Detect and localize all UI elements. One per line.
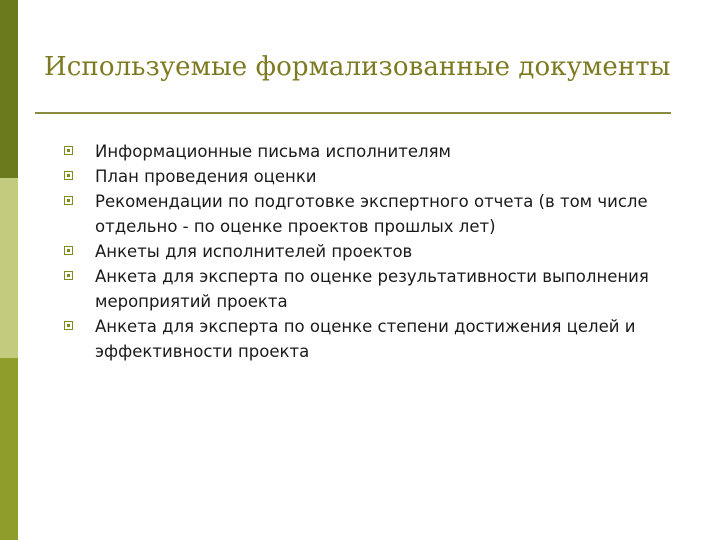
bullet-text: План проведения оценки	[95, 167, 317, 186]
bullet-item	[64, 264, 664, 314]
left-bar-segment-middle	[0, 178, 18, 358]
bullet-item	[64, 189, 664, 239]
bullet-text: Рекомендации по подготовке экспертного отчета (в том числе отдельно - по оценке проектов прошлых лет)	[95, 192, 648, 236]
bullet-item	[64, 239, 664, 264]
left-bar-segment-top	[0, 0, 18, 178]
square-bullet-icon	[64, 246, 73, 255]
square-bullet-icon	[64, 321, 73, 330]
bullet-text: Анкета для эксперта по оценке результативности выполнения мероприятий проекта	[95, 267, 649, 311]
left-decorative-bar	[0, 0, 18, 540]
bullet-text: Анкета для эксперта по оценке степени достижения целей и эффективности проекта	[95, 317, 636, 361]
square-bullet-icon	[64, 196, 73, 205]
left-bar-segment-bottom	[0, 358, 18, 540]
bullet-item	[64, 139, 664, 164]
square-bullet-icon	[64, 146, 73, 155]
bullet-list	[64, 139, 664, 364]
title-underline	[35, 112, 671, 114]
slide-title: Используемые формализованные документы	[44, 52, 671, 82]
bullet-text: Анкеты для исполнителей проектов	[95, 242, 413, 261]
bullet-item	[64, 314, 664, 364]
square-bullet-icon	[64, 171, 73, 180]
bullet-item	[64, 164, 664, 189]
bullet-text: Информационные письма исполнителям	[95, 142, 451, 161]
square-bullet-icon	[64, 271, 73, 280]
